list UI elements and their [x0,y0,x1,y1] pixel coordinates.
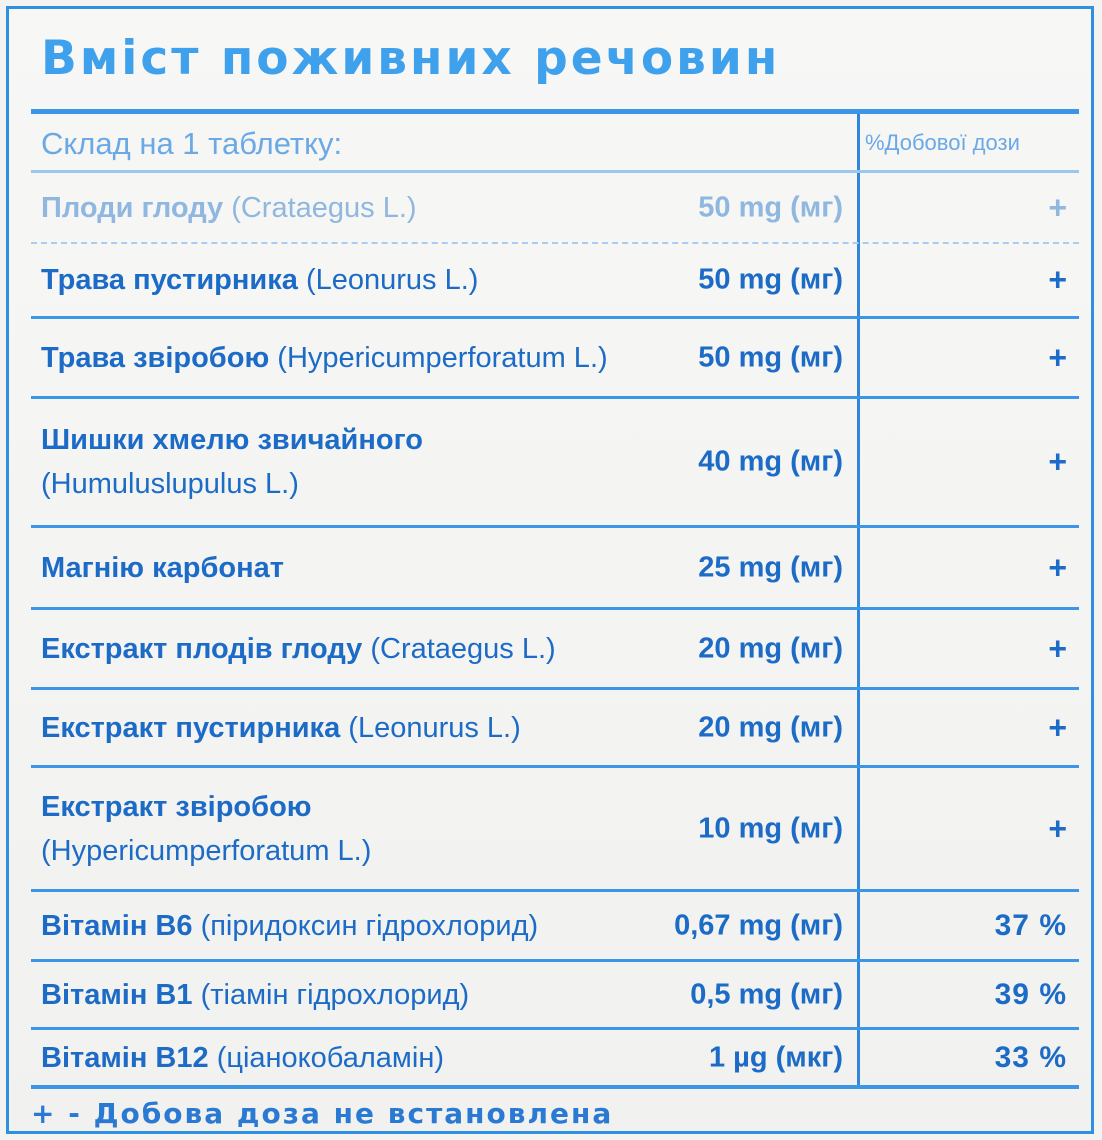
ingredient-amount: 20 mg (мг) [698,711,843,743]
page-title: Вміст поживних речовин [41,31,781,86]
ingredient-title: Шишки хмелю звичайного [41,424,423,456]
ingredient-name [41,258,681,302]
daily-value-header: %Добової дози [865,130,1020,155]
ingredient-latin: (тіамін гідрохлорид) [200,978,470,1011]
ingredient-title: Вітамін В12 [41,1041,209,1074]
table-row [31,889,1079,959]
ingredient-name [41,904,681,948]
ingredient-amount: 10 mg (мг) [698,812,843,844]
ingredient-amount: 50 mg (мг) [698,341,843,373]
ingredient-title: Екстракт звіробою [41,790,312,823]
ingredient-amount: 40 mg (мг) [698,445,843,478]
table-row [31,765,1079,889]
composition-header: Склад на 1 таблетку: [41,126,343,161]
ingredient-name [41,706,681,750]
ingredient-amount: 0,5 mg (мг) [690,978,843,1010]
table-bottom-rule [31,1085,1079,1089]
daily-value: + [1048,810,1067,846]
ingredient-latin: (Crataegus L.) [231,191,417,224]
ingredient-title: Екстракт плодів глоду [41,632,363,665]
ingredient-name [41,785,681,873]
daily-value: + [1048,189,1067,225]
ingredient-title: Трава звіробою [41,341,270,374]
table-row [31,170,1079,242]
table-row [31,1027,1079,1085]
ingredient-amount: 25 mg (мг) [698,551,843,583]
table-row [31,959,1079,1027]
ingredient-title: Трава пустирника [41,264,298,296]
ingredient-title: Магнію карбонат [41,551,284,584]
ingredient-title: Вітамін В6 [41,909,193,942]
ingredient-name [41,1036,681,1080]
ingredient-latin: (Hypericumperforatum L.) [41,834,372,867]
ingredient-title: Екстракт пустирника [41,711,341,744]
table-row [31,316,1079,396]
ingredient-name [41,627,681,671]
table-row [31,607,1079,687]
ingredient-latin: (Crataegus L.) [370,632,556,665]
daily-value: 39 % [994,977,1067,1011]
table-row [31,242,1079,316]
ingredient-name [41,973,681,1017]
ingredient-latin: (Leonurus L.) [305,264,479,296]
ingredient-name [41,546,681,590]
ingredient-amount: 20 mg (мг) [698,632,843,664]
nutrition-table [31,109,1079,1089]
daily-value: 33 % [994,1040,1067,1074]
table-row [31,396,1079,525]
ingredient-latin: (Humuluslupulus L.) [41,468,299,500]
daily-value: + [1048,443,1067,480]
ingredient-name [41,186,681,230]
daily-value: + [1048,261,1067,298]
footnote: + - Добова доза не встановлена [31,1097,614,1130]
ingredient-latin: (ціанокобаламін) [216,1041,444,1074]
ingredient-title: Вітамін В1 [41,978,193,1011]
ingredient-amount: 50 mg (мг) [698,191,843,223]
ingredient-latin: (піридоксин гідрохлорид) [200,909,539,942]
daily-value: + [1048,630,1067,666]
daily-value: + [1048,549,1067,585]
ingredient-amount: 50 mg (мг) [698,263,843,296]
ingredient-name [41,418,681,506]
daily-value: + [1048,709,1067,745]
ingredient-amount: 1 µg (мкг) [708,1041,843,1073]
daily-value: + [1048,339,1067,375]
ingredient-title: Плоди глоду [41,191,224,224]
ingredient-name [41,336,681,380]
ingredient-latin: (Leonurus L.) [348,711,521,744]
daily-value: 37 % [994,908,1067,942]
ingredient-latin: (Hypericumperforatum L.) [277,341,608,374]
table-row [31,525,1079,607]
table-header [31,114,1079,170]
table-row [31,687,1079,765]
ingredient-amount: 0,67 mg (мг) [674,909,843,941]
nutrition-panel [6,6,1094,1134]
